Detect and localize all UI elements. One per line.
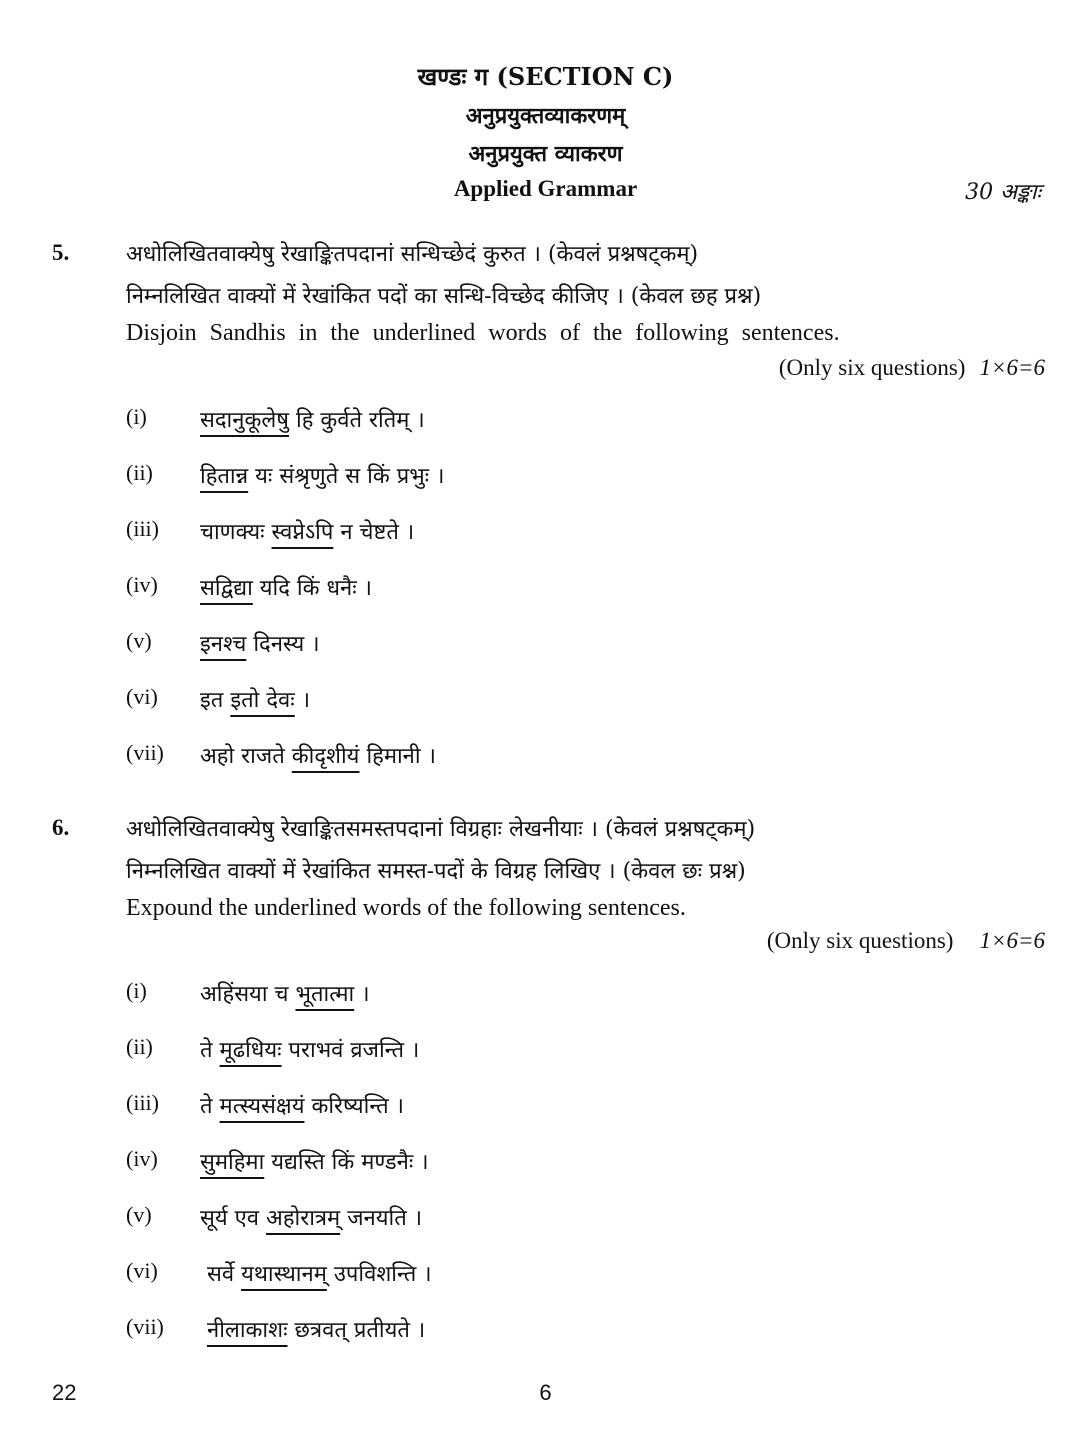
item-text: चाणक्यः स्वप्नेऽपि न चेष्टते । xyxy=(200,520,415,545)
underlined-word: सद्विद्या xyxy=(200,576,253,601)
question-6-hindi: निम्नलिखित वाक्यों में रेखांकित समस्त-पदों के विग्रह लिखिए । (केवल छः प्रश्न) xyxy=(126,859,746,884)
q5-item xyxy=(0,684,1091,724)
question-6-english: Expound the underlined words of the following sentences. xyxy=(126,895,686,921)
section-title: खण्डः ग (SECTION C) xyxy=(417,62,674,91)
question-5-hindi: निम्नलिखित वाक्यों में रेखांकित पदों का सन्धि-विच्छेद कीजिए । (केवल छह प्रश्न) xyxy=(126,284,762,309)
item-number: (ii) xyxy=(126,1034,153,1059)
item-text: हितान्न यः संश्रृणुते स किं प्रभुः । xyxy=(200,464,445,489)
question-5-note: (Only six questions) xyxy=(778,355,966,380)
item-text: नीलाकाशः छत्रवत् प्रतीयते । xyxy=(207,1318,426,1343)
page-number: 6 xyxy=(539,1380,552,1405)
q5-item xyxy=(0,572,1091,612)
q6-item xyxy=(0,1090,1091,1130)
question-5-number: 5. xyxy=(52,240,70,265)
item-text: इनश्च दिनस्य । xyxy=(200,632,320,657)
underlined-word: सदानुकूलेषु xyxy=(200,408,289,433)
underlined-word: मत्स्यसंक्षयं xyxy=(219,1094,305,1119)
item-text: अहिंसया च भूतात्मा । xyxy=(200,982,370,1007)
item-number: (iii) xyxy=(126,516,159,541)
question-5-instruction xyxy=(779,355,1045,381)
item-number: (vi) xyxy=(126,684,158,709)
item-text: सद्विद्या यदि किं धनैः । xyxy=(200,576,373,601)
item-number: (vii) xyxy=(126,740,164,765)
q6-item xyxy=(0,1314,1091,1354)
q5-item xyxy=(0,740,1091,780)
underlined-word: यथास्थानम् xyxy=(241,1262,327,1287)
item-number: (v) xyxy=(126,1202,152,1227)
q6-item xyxy=(0,1146,1091,1186)
item-number: (vi) xyxy=(126,1258,158,1283)
item-number: (vii) xyxy=(126,1314,164,1339)
underlined-word: अहोरात्रम् xyxy=(266,1206,341,1231)
underlined-word: हितान्न xyxy=(200,464,249,489)
question-6-number: 6. xyxy=(52,815,70,840)
item-number: (iv) xyxy=(126,572,158,597)
item-number: (i) xyxy=(126,404,147,429)
question-5-english: Disjoin Sandhis in the underlined words of the following sentences. xyxy=(126,320,840,346)
q5-item xyxy=(0,516,1091,556)
item-number: (ii) xyxy=(126,460,153,485)
item-text: ते मूढधियः पराभवं व्रजन्ति । xyxy=(200,1038,420,1063)
question-6-marks: 1×6=6 xyxy=(979,928,1045,953)
item-text: ते मत्स्यसंक्षयं करिष्यन्ति । xyxy=(200,1094,404,1119)
q5-item xyxy=(0,628,1091,668)
item-number: (i) xyxy=(126,978,147,1003)
item-text: सर्वे यथास्थानम् उपविशन्ति । xyxy=(200,1262,432,1287)
section-title-sanskrit: अनुप्रयुक्तव्याकरणम् xyxy=(465,103,626,129)
underlined-word: कीदृशीयं xyxy=(291,744,360,769)
q5-item xyxy=(0,460,1091,500)
item-text: सुमहिमा यद्यस्ति किं मण्डनैः । xyxy=(200,1150,429,1175)
underlined-word: सुमहिमा xyxy=(200,1150,265,1175)
q6-item xyxy=(0,1034,1091,1074)
underlined-word: मूढधियः xyxy=(219,1038,282,1063)
q6-item xyxy=(0,978,1091,1018)
section-marks: 30 अङ्काः xyxy=(965,180,1041,205)
section-title-hindi: अनुप्रयुक्त व्याकरण xyxy=(468,141,623,167)
item-text: सूर्य एव अहोरात्रम् जनयति । xyxy=(200,1206,423,1231)
question-6-sanskrit: अधोलिखितवाक्येषु रेखाङ्कितसमस्तपदानां विग्रहाः लेखनीयाः । (केवलं प्रश्नषट्कम्) xyxy=(126,817,756,842)
section-title-english: Applied Grammar xyxy=(453,176,638,201)
underlined-word: भूतात्मा xyxy=(295,982,355,1007)
underlined-word: इतो देवः xyxy=(230,688,295,713)
question-6-instruction xyxy=(767,928,1045,954)
underlined-word: नीलाकाशः xyxy=(207,1318,288,1343)
item-text: अहो राजते कीदृशीयं हिमानी । xyxy=(200,744,436,769)
underlined-word: स्वप्नेऽपि xyxy=(271,520,334,545)
item-number: (iv) xyxy=(126,1146,158,1171)
question-5-sanskrit: अधोलिखितवाक्येषु रेखाङ्कितपदानां सन्धिच्छेदं कुरुत । (केवलं प्रश्नषट्कम्) xyxy=(126,242,699,267)
question-5-marks: 1×6=6 xyxy=(979,355,1045,380)
item-text: सदानुकूलेषु हि कुर्वते रतिम् । xyxy=(200,408,425,433)
q5-item xyxy=(0,404,1091,444)
paper-code: 22 xyxy=(52,1380,77,1405)
q6-item xyxy=(0,1258,1091,1298)
q6-item xyxy=(0,1202,1091,1242)
item-text: इत इतो देवः । xyxy=(200,688,311,713)
question-6-note: (Only six questions) xyxy=(766,928,954,953)
item-number: (iii) xyxy=(126,1090,159,1115)
item-number: (v) xyxy=(126,628,152,653)
underlined-word: इनश्च xyxy=(200,632,247,657)
